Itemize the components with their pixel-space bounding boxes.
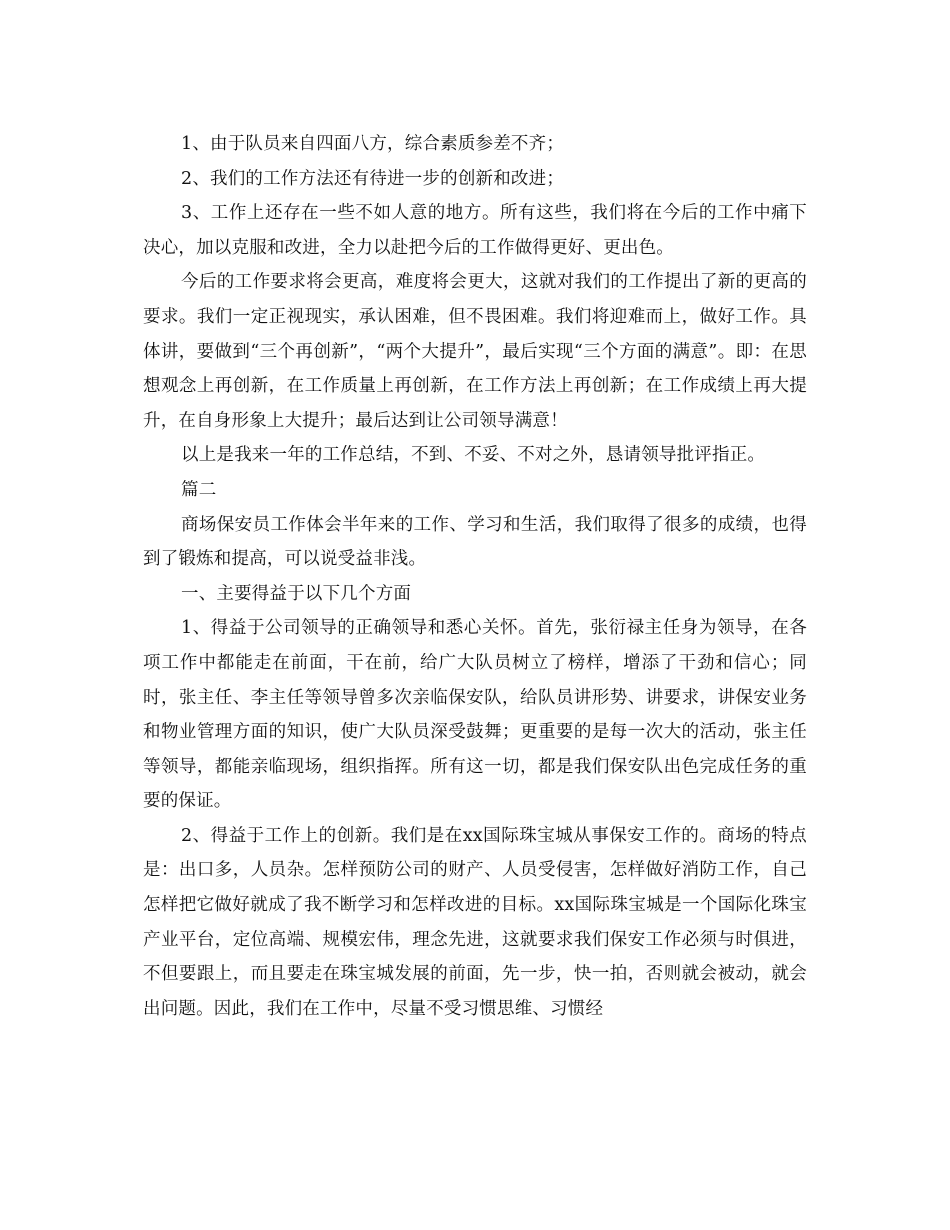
paragraph: 1、由于队员来自四面八方，综合素质参差不齐； xyxy=(181,134,565,154)
section-heading: 篇二 xyxy=(181,479,217,500)
paragraph: 2、我们的工作方法还有待进一步的创新和改进； xyxy=(181,168,565,189)
document-body xyxy=(143,127,807,1026)
paragraph: 2、得益于工作上的创新。我们是在xx国际珠宝城从事保安工作的。商场的特点是：出口多，人员杂。怎样预防公司的财产、人员受侵害，怎样做好消防工作，自己怎样把它做好就成了我不断学习和怎样改进的目标。xx国际珠宝城是一个国际化珠宝产业平台，定位高端、规模宏伟，理念先进，这就要求我们保安工作必须与时俱进，不但要跟上，而且要走在珠宝城发展的前面，先一步，快一拍，否则就会被动，就会出问题。因此，我们在工作中，尽量不受习惯思维、习惯经 xyxy=(143,825,807,1019)
paragraph: 1、得益于公司领导的正确领导和悉心关怀。首先，张衍禄主任身为领导，在各项工作中都能走在前面，干在前，给广大队员树立了榜样，增添了干劲和信心；同时，张主任、李主任等领导曾多次亲临保安队，给队员讲形势、讲要求，讲保安业务和物业管理方面的知识，使广大队员深受鼓舞；更重要的是每一次大的活动，张主任等领导，都能亲临现场，组织指挥。所有这一切，都是我们保安队出色完成任务的重要的保证。 xyxy=(143,618,807,812)
paragraph: 今后的工作要求将会更高，难度将会更大，这就对我们的工作提出了新的更高的要求。我们一定正视现实，承认困难，但不畏困难。我们将迎难而上，做好工作。具体讲，要做到“三个再创新”，“两个大提升”，最后实现“三个方面的满意”。即：在思想观念上再创新，在工作质量上再创新，在工作方法上再创新；在工作成绩上再大提升，在自身形象上大提升；最后达到让公司领导满意！ xyxy=(143,272,807,431)
paragraph: 商场保安员工作体会半年来的工作、学习和生活，我们取得了很多的成绩，也得到了锻炼和提高，可以说受益非浅。 xyxy=(143,514,807,570)
subsection-heading: 一、主要得益于以下几个方面 xyxy=(181,583,412,604)
paragraph: 3、工作上还存在一些不如人意的地方。所有这些，我们将在今后的工作中痛下决心，加以克服和改进，全力以赴把今后的工作做得更好、更出色。 xyxy=(143,203,807,258)
paragraph: 以上是我来一年的工作总结，不到、不妥、不对之外，恳请领导批评指正。 xyxy=(181,445,766,466)
